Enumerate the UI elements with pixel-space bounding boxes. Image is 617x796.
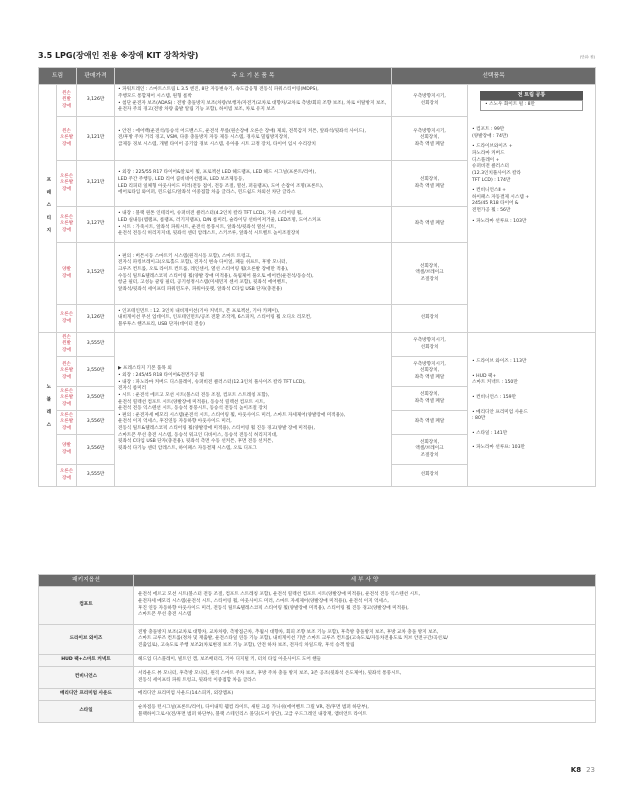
package-name: 컴포트 [39, 587, 134, 625]
trim-prestige: 프레스티지 [39, 85, 57, 333]
header-option: 선택품목 [392, 68, 596, 85]
price-cell: 3,550만 [77, 357, 115, 387]
tech-cell: 우측방향지시기, 선회장치, 좌측 액셀 페달 [392, 357, 468, 387]
option-common-box: 전 트림 공통 [480, 91, 583, 100]
package-desc: 서라운드 뷰 모니터, 후측방 모니터, 원격 스마트 주차 보조, 후방 주차 충돌 방지 보조, 3존 공조(뒷좌석 온도제어), 뒷좌석 통풍시트, 전동식 세이프티 파워 트렁크, 뒷좌석 이중접합 차음 글라스 [134, 667, 596, 689]
package-name: 메리디안 프리미엄 사운드 [39, 689, 134, 701]
option-item: • 파노라마 선루프: 103만 [472, 445, 525, 451]
header-spec: 주 요 기 본 품 목 [115, 68, 392, 85]
tech-cell: 선회장치, 좌측 액셀 페달 [392, 161, 468, 207]
sub-trim: 오른손 오른발 장애 [57, 387, 77, 411]
spec-cell: • 파워트레인 : 스마트스트림 L 3.5 엔진, 8단 자동변속기, 속도감응형 전동식 파워스티어링(MDPS), 주행모드 통합제어 시스템, 원형 룸박 • 첨단 운전자 보조(ADAS) : 전방 충돌방지 보조(차량/보행자/자전거/교차로 대향차/교차로 측방/회피 조향 보조), 차로 이탈방지 보조, 운전자 주의 경고(전방 차량 출발 알림 기능 포함), 하이빔 보조, 차로 유지 보조 [115, 85, 392, 117]
package-header-desc: 세 부 사 양 [134, 575, 596, 587]
sub-trim: 왼손 왼발 장애 [57, 85, 77, 117]
option-snow-white: • 스노우 화이트 펄 : 8만 [480, 100, 583, 111]
price-cell: 3,121만 [77, 161, 115, 207]
spec-cell: • 내장 : 블랙 원톤 인테리어, 슈퍼비전 클러스터(4.2인치 칼라 TFT LCD), 가죽 스티어링 휠, LED 실내등(맵램프, 룸램프, 러기지램프), D/N 룸미러, 슬라이딩 선바이저거울, LED조명, 도어스커프 • 시트 : 가죽시트, 앞좌석 파워시트, 운전석 통풍시트, 앞좌석/뒷좌석 열선시트, 운전석 전동식 허리지지대, 뒷좌석 센터 암레스트, 스키쓰루, 앞좌석 시트벨트 높이조절장치 [115, 207, 392, 243]
price-cell: 3,127만 [77, 207, 115, 243]
option-item: • 컨비니언스 : 159만 [472, 394, 517, 400]
price-table [38, 67, 596, 487]
tech-cell: 선회장치, 액셀/브레이크 조절장치 [392, 435, 468, 465]
price-cell: 3,550만 [77, 387, 115, 411]
tech-cell: 우측방향지시기, 선회장치, 좌측 액셀 페달 [392, 117, 468, 161]
tech-cell: 우측방향지시기, 선회장치 [392, 333, 468, 357]
sub-trim: 왼손 오른발 장애 [57, 117, 77, 161]
option-cell-noblesse [468, 333, 596, 487]
sub-trim: 오른손 오른발 장애 [57, 207, 77, 243]
price-cell: 3,556만 [77, 435, 115, 465]
page-title: 3.5 LPG(장애인 전용 ※장애 KIT 장착차량) [38, 51, 199, 60]
price-cell: 3,556만 [77, 411, 115, 435]
price-cell: 3,555만 [77, 333, 115, 357]
sub-trim: 오른손 장애 [57, 465, 77, 487]
package-row [39, 689, 596, 701]
tech-cell: 우측방향지시기, 선회장치 [392, 85, 468, 117]
option-item: • 파노라마 선루프 : 103만 [472, 218, 527, 224]
tech-cell: 선회장치 [392, 305, 468, 333]
price-cell: 3,121만 [77, 117, 115, 161]
option-item: • 드라이브와이즈 + 파노라마 커버드 디스플레이 + 슈퍼비전 클러스터 (12.3인치풀사이즈 칼라 TFT LCD) : 174만 [472, 144, 521, 183]
sub-trim: 양발 장애 [57, 243, 77, 305]
package-name: HUD 팩+스마트 커넥트 [39, 655, 134, 667]
trim-noblesse: 노블레스 [39, 333, 57, 487]
price-cell: 3,126만 [77, 85, 115, 117]
package-row [39, 587, 596, 625]
option-item: • 컨비니언스Ⅱ + 하이패스 자동결제 시스템 + 245/45 R18 타이어 & 전면가공 휠 : 56만 [472, 188, 530, 214]
option-item: • 메리디안 프리미엄 사운드 : 80만 [472, 409, 528, 422]
tech-cell: 좌측 액셀 페달 [392, 411, 468, 435]
spec-cell-noblesse: ▶ 프레스티지 기본 품목 외 • 외장 : 245/45 R18 타이어&전면가공 휠 • 내장 : 파노라마 커버드 디스플레이, 슈퍼비전 클러스터(12.3인치 풀사이즈 칼라 TFT LCD), 전자식 룸미러 • 시트 : 운전석 에르고 모션 시트(볼스터 전동 조절, 컴포트 스트레칭 포함), 운전석 릴렉션 컴포트 시트(양발장애 미적용), 동승석 릴렉션 컴포트 시트, 운전석 전동 익스텐션 시트, 동승석 통풍시트, 동승석 전동식 높이조절 장치 • 편의 : 운전자세 메모리 시스템(운전석 시트, 스티어링 휠, 아웃사이드 미러, 스마트 자세제어(양발장애 미적용)), 운전석 이지 억세스, 후진연동 자동하향 아웃사이드 미러, 전동식 틸트&텔레스코픽 스티어링 휠(양발장애 미적용), 스티어링 휠 진동 경고(양발 장애 미적용), 스마트폰 무선 충전 시스템, 동승석 워크인 디바이스, 동승석 전동식 허리지지대, 뒷좌석 C타입 USB 단자(충전용), 뒷좌석 측면 수동 선커튼, 후면 전동 선커튼, 뒷좌석 다기능 센터 암레스트, 하이패스 자동결제 시스템, 오토 디포그 [115, 333, 392, 487]
option-cell-prestige [468, 85, 596, 333]
tech-cell: 선회장치 [392, 465, 468, 487]
sub-trim: 양발 장애 [57, 435, 77, 465]
sub-trim: 오른손 오른발 장애 [57, 411, 77, 435]
package-name: 컨비니언스 [39, 667, 134, 689]
package-desc: 헤드업 디스플레이, 빌트인 캠, 보조배터리, 기아 디지털 키, 터치 타입 아웃사이드 도어 핸들 [134, 655, 596, 667]
package-name: 드라이브 와이즈 [39, 625, 134, 655]
package-row [39, 625, 596, 655]
brand-label: K8 [570, 766, 582, 774]
spec-cell: • 안전 : 에어백(운전석/동승석 어드밴스드, 운전석 무릎(원손장애 오른손 장애) 제외, 전복감지 커튼, 앞좌석/뒷좌석 사이드), 전/후방 주차 거리 경고, VSM, 다중 충돌방지 자동 제동 시스템, 경사로 밀림방지장치, 급제동 경보 시스템, 개별 타이어 공기압 경보 시스템, 유아용 시트 고정 장치, 타이어 임시 수리장치 [115, 117, 392, 161]
tech-cell: 선회장치, 액셀/브레이크 조절장치 [392, 243, 468, 305]
package-desc: 메리디안 프리미엄 사운드(14스피커, 외장앰프) [134, 689, 596, 701]
page-number: 23 [586, 766, 595, 774]
package-desc: 순차점등 턴시그널(프론트/리어), 다이내믹 웰컴 라이트, 새틴 크롬 가니쉬(에어벤트 그릴 VR, 전/후면 범퍼 하단부), 블랙하이그로시(전/후면 범퍼 하단부), 블랙 스테인리스 몰딩(도어 상단), 고급 우드그레인 내장재, 앰비언트 라이트 [134, 701, 596, 723]
price-cell: 3,126만 [77, 305, 115, 333]
spec-cell: • 편의 : 버튼시동 스마트키 시스템(원격시동 포함), 스마트 트렁크, 전자식 파킹브레이크(오토홀드 포함), 전자식 변속 다이얼, 패들 쉬프트, 후방 모니터, 크루즈 컨트롤, 오토 라이트 컨트롤, 레인센서, 열선 스티어링 휠(오른발 장애만 적용), 수동식 틸트&텔레스코픽 스티어링 휠(양발 장애 미적용), 독립제어 풀오토 에어컨(운전석/동승석), 항균 필터, 고성능 쿨링 필터, 공기청정시스템(미세먼지 센서 포함), 뒷좌석 에어벤트, 앞좌석/뒷좌석 세이프티 파워윈도우, 파워아웃렛, 앞좌석 C타입 USB 단자(충전용) [115, 243, 392, 305]
option-item: • 컴포트 : 99만 (양발장애 : 74만) [472, 126, 509, 139]
option-item: • 스타일 : 141만 [472, 430, 508, 436]
option-item: • 드라이브 와이즈 : 113만 [472, 358, 527, 364]
table-header [39, 68, 596, 85]
table-row [39, 85, 596, 117]
sub-trim: 왼손 오른발 장애 [57, 357, 77, 387]
package-name: 스타일 [39, 701, 134, 723]
table-row [39, 333, 596, 357]
spec-cell: • 외장 : 225/55 R17 타이어&알로이 휠, 프로젝션 LED 헤드램프, LED 헤드 시그널(프론트/리어), LED 주간 주행등, LED 리어 콤비네이션램프, LED 보조제동등, LED 리피터 일체형 아웃사이드 미러(전동 접이, 전동 조절, 열선, 퍼들램프), 도어 손잡이 조명(프론트), 에어로타입 와이퍼, 윈드쉴드/앞좌석 이중접합 차음 글라스, 윈드쉴드 차외선 차단 글라스 [115, 161, 392, 207]
package-row [39, 667, 596, 689]
package-row [39, 655, 596, 667]
header-trim: 트림 [39, 68, 77, 85]
package-header-name: 패키지옵션 [39, 575, 134, 587]
sub-trim: 오른손 오른발 장애 [57, 161, 77, 207]
footer [571, 766, 595, 774]
package-table [38, 574, 596, 723]
price-cell: 3,555만 [77, 465, 115, 487]
package-desc: 전방 충돌방지 보조(교차로 대향차, 교차차량, 측방접근차, 추월시 대향차, 회피 조향 보조 기능 포함), 후측방 충돌방지 보조, 후방 교차 충돌 방지 보조, 스마트 크루즈 컨트롤(정차 및 재출발, 운전스타일 연동 기능 포함), 내비게이션 기반 스마트 크루즈 컨트롤(고속도로/자동차전용도로 커브 안전구간/곡선로/ 진출입로), 고속도로 주행 보조2(차로변경 보조 기능 포함), 안전 하차 보조, 전자식 차일드락, 후석 승객 알림 [134, 625, 596, 655]
package-desc: 운전석 에르고 모션 시트(볼스터 전동 조절, 컴포트 스트레칭 포함), 운전석 릴렉션 컴포트 시트(양발장애 미적용), 운전석 전동 익스텐션 시트, 운전자세 메모리 시스템(운전석 시트, 스티어링 휠, 아웃사이드 미러, 스마트 자세제어(양발장애 미적용)), 운전석 이지 억세스, 후진 연동 자동하향 아웃사이드 미러, 전동식 틸트&텔레스코픽 스티어링 휠(양발장애 미적용), 스티어링 휠 진동 경고(양발장애 미적용), 스마트폰 무선 충전 시스템 [134, 587, 596, 625]
sub-trim: 오른손 장애 [57, 305, 77, 333]
tech-cell: 선회장치, 좌측 액셀 페달 [392, 387, 468, 411]
sub-trim: 왼손 왼발 장애 [57, 333, 77, 357]
header-price: 판매가격 [77, 68, 115, 85]
price-cell: 3,152만 [77, 243, 115, 305]
spec-cell: • 인포테인먼트 : 12. 3인치 내비게이션(기아 커넥트, 폰 프로젝션, 기아 카페이), 내비게이션 무선 업데이트, 인포테인먼트/공조 전환 조작계, 6스피커, 스티어링 휠 오디오 리모컨, 블루투스 핸즈프리, USB 단자(데이터 전송) [115, 305, 392, 333]
tech-cell: 좌측 액셀 페달 [392, 207, 468, 243]
option-item: • HUD 팩+ 스마트 커넥트 : 150만 [472, 373, 518, 386]
package-row [39, 701, 596, 723]
unit-label: (단위: 원) [579, 55, 595, 59]
